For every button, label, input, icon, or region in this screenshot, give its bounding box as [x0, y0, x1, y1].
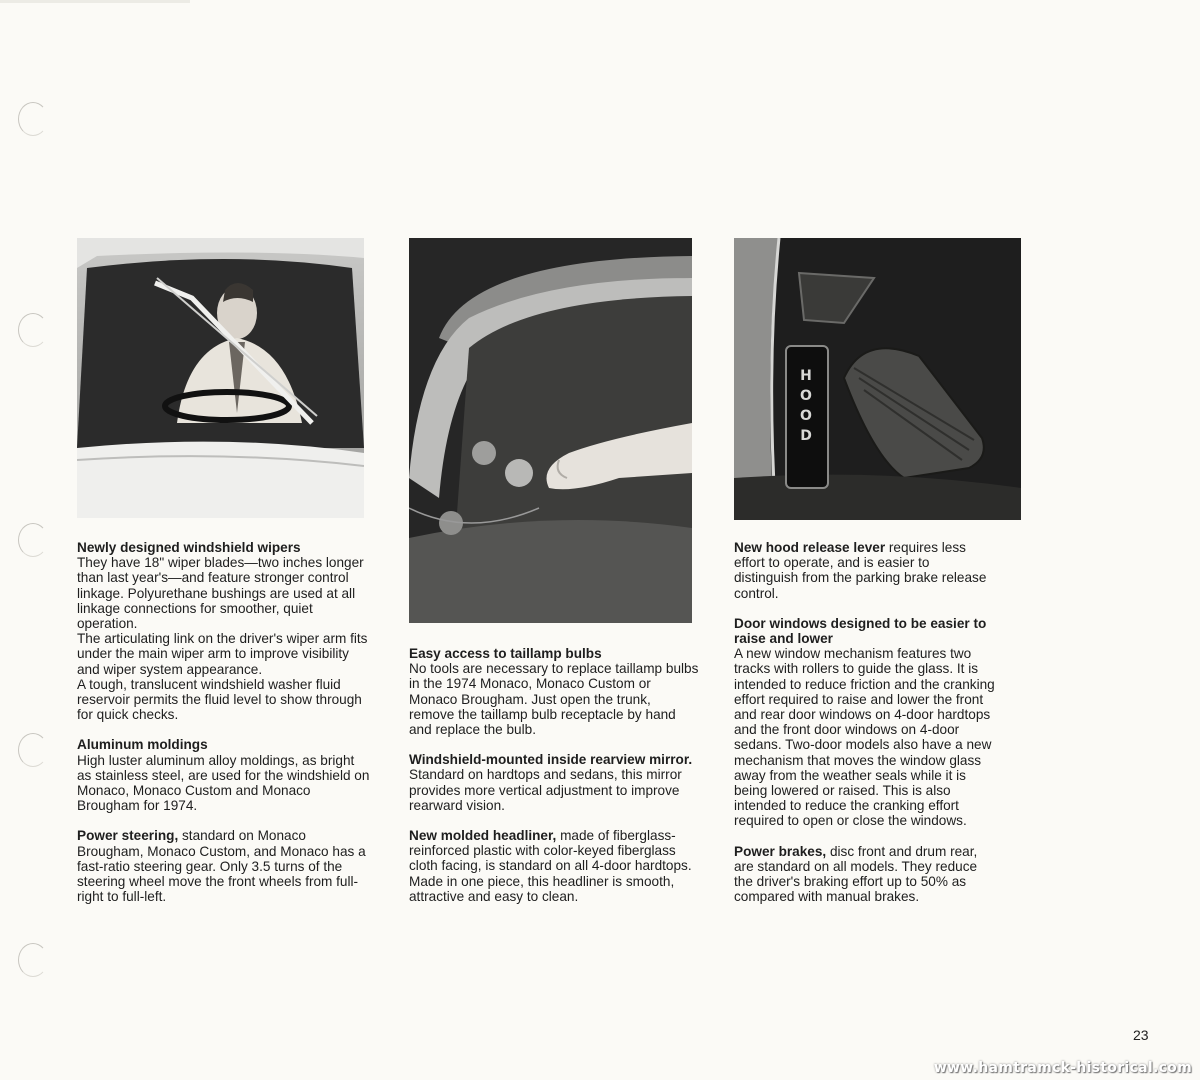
hood-release-body: requires less effort to operate, and is easier to distinguish from the parking brake release control. [734, 540, 987, 601]
taillamp-body: No tools are necessary to replace taillamp bulbs in the 1974 Monaco, Monaco Custom or Monaco Brougham. Just open the trunk, remove the taillamp bulb receptacle by hand and replace the bulb. [409, 661, 699, 738]
page-number: 23 [1133, 1027, 1149, 1043]
hood-release-photo [734, 238, 1021, 520]
brakes-section [734, 844, 996, 905]
door-windows-body: A new window mechanism features two tracks with rollers to guide the glass. It is intended to reduce friction and the cranking effort required to raise and lower the front and rear door windows on 4-door hardtops and the front door windows on 4-door sedans. Two-door models also have a new mechanism that moves the window glass away from the weather seals while it is being lowered or raised. This is also intended to reduce the cranking effort required to open or close the windows. [734, 646, 995, 829]
headliner-lead: New molded headliner, [409, 828, 557, 844]
headliner-body: made of fiberglass-reinforced plastic with color-keyed fiberglass cloth facing, is standard on all 4-door hardtops. Made in one piece, this headliner is smooth, attractive and easy to clean. [409, 828, 692, 904]
punch-hole [18, 102, 48, 136]
punch-hole [18, 943, 48, 977]
steering-body: standard on Monaco Brougham, Monaco Custom, and Monaco has a fast-ratio steering gear. Only 3.5 turns of the steering wheel move the front wheels from full-right to full-left. [77, 828, 366, 905]
taillamp-section [409, 646, 699, 737]
wipers-paragraph: The articulating link on the driver's wiper arm fits under the main wiper arm to improve visibility and wiper system appearance. [77, 631, 368, 677]
left-text-column [77, 540, 372, 919]
mirror-section [409, 752, 699, 813]
wipers-paragraph: A tough, translucent windshield washer fluid reservoir permits the fluid level to show through for quick checks. [77, 676, 362, 723]
right-text-column [734, 540, 996, 919]
middle-text-column [409, 646, 699, 919]
taillamp-bulb-photo [409, 238, 692, 623]
punch-hole [18, 313, 48, 347]
wipers-section [77, 540, 372, 722]
hood-release-section [734, 540, 996, 601]
wipers-paragraph: They have 18" wiper blades—two inches longer than last year's—and feature stronger control linkage. Polyurethane bushings are used at all linkage connections for smoother, quiet operation. [77, 555, 364, 632]
mirror-body: Standard on hardtops and sedans, this mirror provides more vertical adjustment to improve rearward vision. [409, 767, 682, 813]
punch-hole [18, 523, 48, 557]
door-windows-heading: Door windows designed to be easier to raise and lower [734, 615, 987, 647]
hood-lever-label: HOOD [800, 368, 812, 444]
taillamp-heading: Easy access to taillamp bulbs [409, 646, 602, 661]
windshield-wiper-photo [77, 238, 364, 518]
headliner-section [409, 828, 699, 904]
wipers-heading: Newly designed windshield wipers [77, 540, 301, 555]
brakes-lead: Power brakes, [734, 843, 827, 859]
punch-hole [18, 733, 48, 767]
top-edge-stripe [0, 0, 190, 3]
moldings-body: High luster aluminum alloy moldings, as bright as stainless steel, are used for the windshield on Monaco, Monaco Custom and Monaco Brougham for 1974. [77, 752, 370, 814]
steering-section [77, 828, 372, 904]
mirror-lead: Windshield-mounted inside rearview mirror. [409, 752, 693, 768]
watermark: www.hamtramck-historical.com [933, 1060, 1192, 1076]
door-windows-section [734, 616, 996, 829]
hood-release-lead: New hood release lever [734, 540, 886, 555]
moldings-section [77, 737, 372, 813]
brakes-body: disc front and drum rear, are standard on all models. They reduce the driver's braking effort up to 50% as compared with manual brakes. [734, 843, 978, 905]
moldings-heading: Aluminum moldings [77, 737, 208, 753]
steering-lead: Power steering, [77, 828, 179, 844]
